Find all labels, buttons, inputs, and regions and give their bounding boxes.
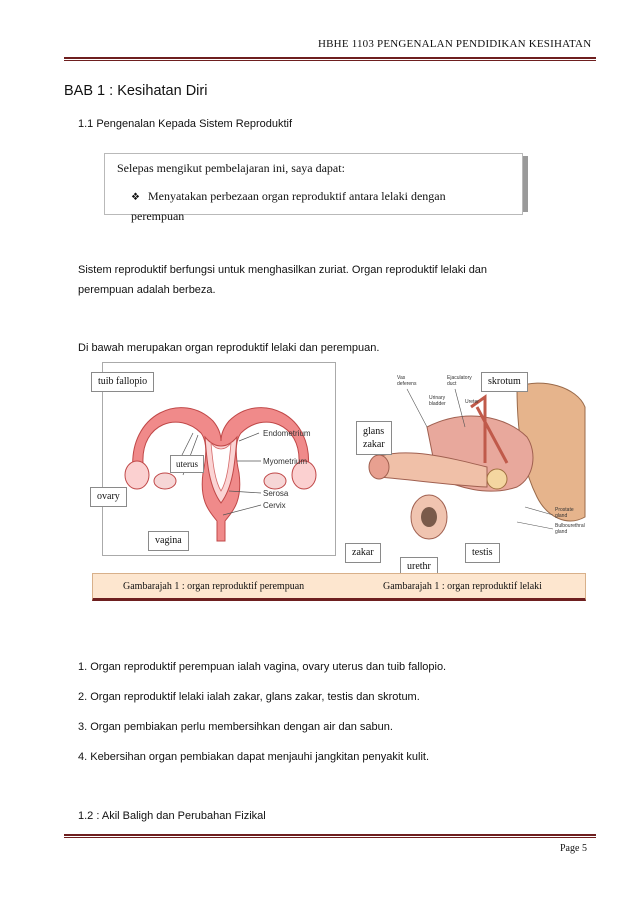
- caption-female: Gambarajah 1 : organ reproduktif perempuan: [123, 581, 305, 592]
- footer-rule: [64, 834, 596, 836]
- ejaculatory-label-1: Ejaculatory: [447, 375, 472, 381]
- bulbourethral-label-1: Bulbourethral: [555, 523, 585, 529]
- objectives-box: [104, 153, 523, 223]
- header-rule-thin: [64, 60, 596, 61]
- urinary-label-2: bladder: [429, 401, 446, 407]
- list-item: 2. Organ reproduktif lelaki ialah zakar, glans zakar, testis dan skrotum.: [78, 691, 420, 703]
- ejaculatory-label-2: duct: [447, 381, 457, 387]
- label-glans-line-1: glans: [363, 426, 385, 437]
- objectives-bullet: [131, 187, 491, 225]
- chapter-title: BAB 1 : Kesihatan Diri: [64, 83, 208, 99]
- male-reproductive-figure: [367, 367, 585, 557]
- figure-caption-bar: [92, 573, 586, 601]
- prostate-label-2: gland: [555, 513, 568, 519]
- label-tuib-fallopio: tuib fallopio: [91, 372, 154, 392]
- vas-label-2: deferens: [397, 381, 417, 387]
- page-header: HBHE 1103 PENGENALAN PENDIDIKAN KESIHATAN: [318, 38, 592, 50]
- label-glans-line-2: zakar: [363, 439, 385, 450]
- label-uterus: uterus: [170, 455, 204, 473]
- vas-label-1: Vas: [397, 375, 406, 381]
- caption-male: Gambarajah 1 : organ reproduktif lelaki: [383, 581, 542, 592]
- paragraph-1-line-2: perempuan adalah berbeza.: [78, 284, 216, 296]
- list-item: 3. Organ pembiakan perlu membersihkan dengan air dan sabun.: [78, 721, 393, 733]
- paragraph-1: [78, 260, 578, 300]
- label-vagina: vagina: [148, 531, 189, 551]
- serosa-label: Serosa: [263, 489, 289, 498]
- label-zakar: zakar: [345, 543, 381, 563]
- urinary-label-1: Urinary: [429, 395, 446, 401]
- label-urethr: urethr: [400, 557, 438, 577]
- footer-rule-thin: [64, 837, 596, 838]
- bulbourethral-label-2: gland: [555, 529, 568, 535]
- label-testis: testis: [465, 543, 500, 563]
- label-skrotum: skrotum: [481, 372, 528, 392]
- male-reproductive-diagram: [367, 367, 585, 557]
- label-ovary: ovary: [90, 487, 127, 507]
- section-heading-1-1: 1.1 Pengenalan Kepada Sistem Reproduktif: [78, 118, 293, 130]
- header-rule: [64, 57, 596, 59]
- myometrium-label: Myometrium: [263, 457, 308, 466]
- objectives-bullet-text: Menyatakan perbezaan organ reproduktif antara lelaki dengan perempuan: [131, 189, 446, 223]
- label-glans-zakar: [356, 421, 392, 455]
- ureter-label: Ureter: [465, 399, 479, 405]
- objectives-intro: Selepas mengikut pembelajaran ini, saya dapat:: [117, 161, 345, 175]
- list-item: 4. Kebersihan organ pembiakan dapat menjauhi jangkitan penyakit kulit.: [78, 751, 430, 763]
- list-item: 1. Organ reproduktif perempuan ialah vagina, ovary uterus dan tuib fallopio.: [78, 661, 447, 673]
- diamond-bullet-icon: ❖: [131, 192, 140, 203]
- page-number: Page 5: [560, 843, 587, 854]
- cervix-label: Cervix: [263, 501, 286, 510]
- paragraph-2: Di bawah merupakan organ reproduktif lelaki dan perempuan.: [78, 342, 380, 354]
- prostate-label-1: Prostate: [555, 507, 574, 513]
- section-heading-1-2: 1.2 : Akil Baligh dan Perubahan Fizikal: [78, 810, 266, 822]
- endometrium-label: Endometrium: [263, 429, 311, 438]
- paragraph-1-line-1: Sistem reproduktif berfungsi untuk menghasilkan zuriat. Organ reproduktif lelaki dan: [78, 264, 488, 276]
